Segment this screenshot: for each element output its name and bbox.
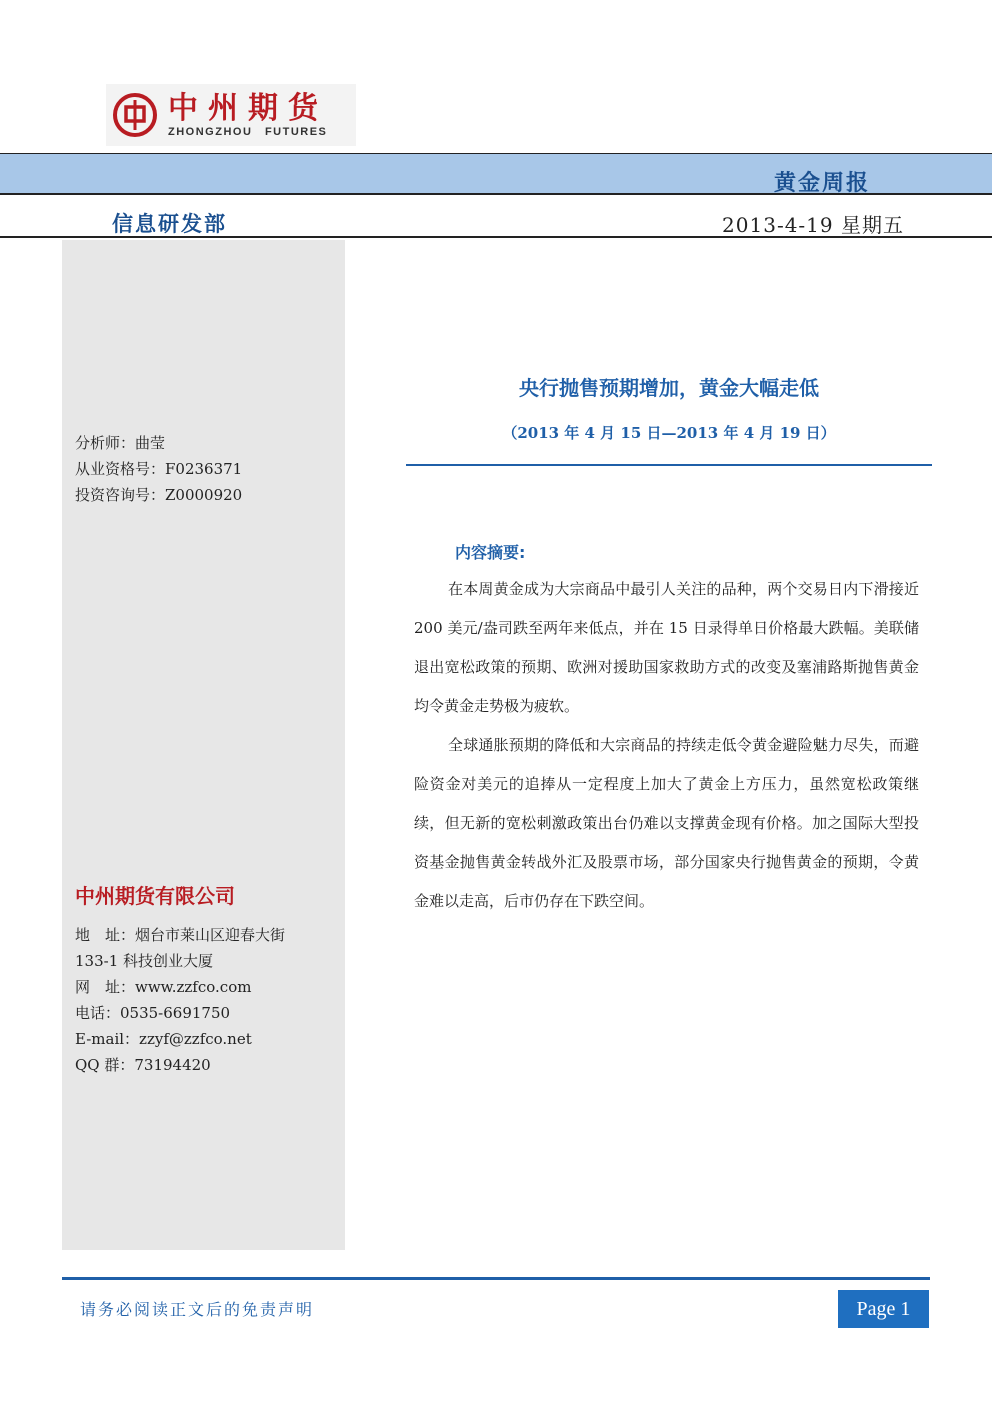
- logo-chinese-name: 中州期货: [168, 91, 328, 126]
- department-label: 信息研发部: [112, 212, 227, 236]
- disclaimer-note: 请务必阅读正文后的免责声明: [80, 1300, 315, 1319]
- subheader-band: [0, 197, 992, 238]
- advisory-number: 投资咨询号：Z0000920: [75, 486, 243, 504]
- qualification-number: 从业资格号：F0236371: [75, 460, 243, 478]
- summary-heading: 内容摘要:: [455, 543, 526, 562]
- report-type: 黄金周报: [773, 171, 870, 196]
- zhongzhou-logo-icon: [112, 92, 158, 138]
- summary-paragraph: 在本周黄金成为大宗商品中最引人关注的品种，两个交易日内下滑接近 200 美元/盎司跌至两年来低点，并在 15 日录得单日价格最大跌幅。美联储退出宽松政策的预期、欧洲对援助国家救助方式的改变及塞浦路斯抛售黄金均令黄金走势极为疲软。: [414, 580, 919, 715]
- logo-english-name: ZHONGZHOU FUTURES: [168, 126, 328, 138]
- email[interactable]: E-mail：zzyf@zzfco.net: [75, 1030, 252, 1048]
- qq-group: QQ 群：73194420: [75, 1056, 211, 1074]
- analyst-info: [75, 430, 242, 508]
- header-band: [0, 153, 992, 195]
- summary-body: [414, 570, 919, 921]
- website[interactable]: 网 址：www.zzfco.com: [75, 978, 252, 996]
- analyst-name: 分析师：曲莹: [75, 434, 166, 452]
- summary-paragraph: 全球通胀预期的降低和大宗商品的持续走低令黄金避险魅力尽失，而避险资金对美元的追捧从一定程度上加大了黄金上方压力，虽然宽松政策继续，但无新的宽松刺激政策出台仍难以支撑黄金现有价格。加之国际大型投资基金抛售黄金转战外汇及股票市场，部分国家央行抛售黄金的预期，令黄金难以走高，后市仍存在下跌空间。: [414, 736, 919, 910]
- footer-divider: [62, 1277, 930, 1280]
- company-logo: [106, 84, 356, 146]
- company-name: 中州期货有限公司: [75, 884, 235, 908]
- address-line-2: 133-1 科技创业大厦: [75, 952, 214, 970]
- report-headline: 央行抛售预期增加，黄金大幅走低: [519, 376, 819, 400]
- address-line-1: 地 址：烟台市莱山区迎春大街: [75, 926, 286, 944]
- sidebar-panel: [62, 240, 345, 1250]
- report-date-range: （2013 年 4 月 15 日—2013 年 4 月 19 日）: [502, 424, 836, 442]
- phone: 电话：0535-6691750: [75, 1004, 231, 1022]
- page-number: Page 1: [838, 1290, 929, 1328]
- headline-divider: [406, 464, 932, 466]
- report-date: 2013-4-19 星期五: [722, 213, 904, 237]
- contact-info: [75, 922, 335, 1078]
